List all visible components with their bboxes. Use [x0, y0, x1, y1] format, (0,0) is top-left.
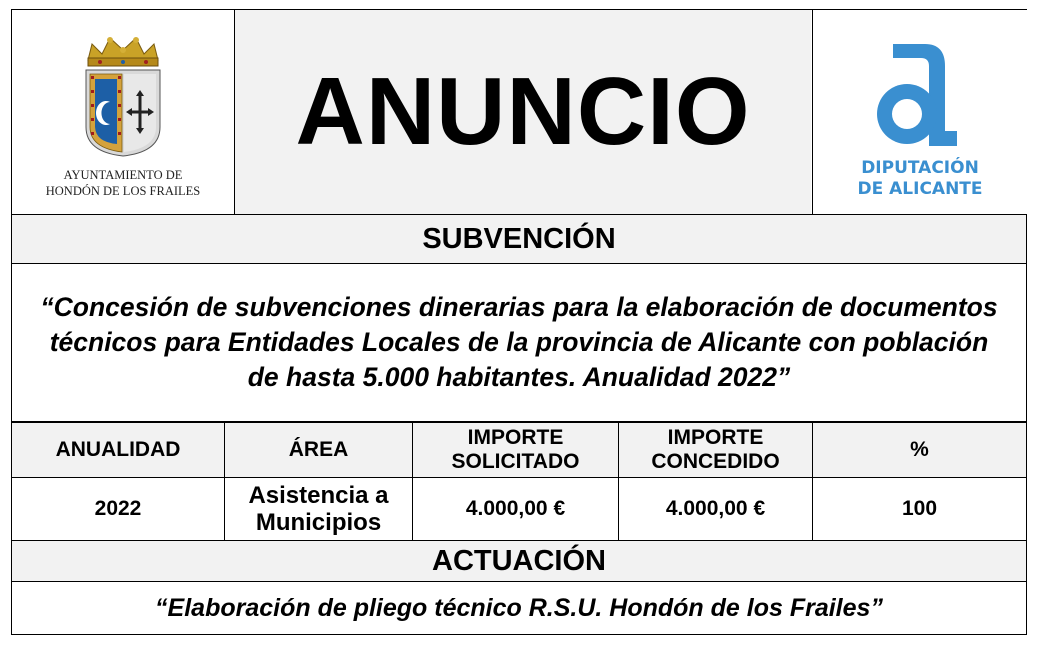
page-title: ANUNCIO [295, 58, 751, 165]
title-block [235, 10, 811, 214]
subvencion-heading: SUBVENCIÓN [12, 215, 1026, 264]
diputacion-block [812, 10, 1027, 214]
subvencion-description-block [12, 264, 1026, 422]
diputacion-name-line1: DIPUTACIÓN [861, 158, 979, 178]
importe-solicitado-label-line2: SOLICITADO [451, 450, 580, 473]
table-row [12, 478, 1026, 541]
importe-concedido-label-line1: IMPORTE [667, 426, 764, 449]
area-line1: Asistencia a [248, 482, 389, 509]
actuacion-description: “Elaboración de pliego técnico R.S.U. Hondón de los Frailes” [155, 593, 883, 622]
cell-importe-concedido: 4.000,00 € [619, 478, 813, 541]
importe-solicitado-label-line1: IMPORTE [467, 426, 564, 449]
area-line2: Municipios [255, 509, 382, 536]
cell-porcentaje: 100 [813, 478, 1027, 541]
ayuntamiento-coat-of-arms-icon [78, 32, 168, 157]
ayuntamiento-block [12, 10, 235, 214]
column-header-importe-solicitado [413, 423, 619, 478]
diputacion-logo-icon [863, 36, 973, 151]
column-header-area: ÁREA [225, 423, 413, 478]
column-header-importe-concedido [619, 423, 813, 478]
table-header-row [12, 423, 1026, 478]
cell-area [225, 478, 413, 541]
importe-concedido-label-line2: CONCEDIDO [651, 450, 780, 473]
cell-anualidad: 2022 [12, 478, 225, 541]
column-header-porcentaje: % [813, 423, 1027, 478]
header [12, 10, 1026, 215]
announcement-sheet [11, 9, 1027, 635]
diputacion-name-line2: DE ALICANTE [857, 179, 983, 199]
subvencion-table [12, 422, 1026, 541]
cell-importe-solicitado: 4.000,00 € [413, 478, 619, 541]
actuacion-heading: ACTUACIÓN [12, 541, 1026, 582]
subvencion-description: “Concesión de subvenciones dinerarias para la elaboración de documentos técnicos para Entidades Locales de la provincia de Alicante con población de hasta 5.000 habitantes. Anualidad 2022” [40, 292, 998, 392]
ayuntamiento-name-line2: HONDÓN DE LOS FRAILES [45, 184, 201, 198]
ayuntamiento-name-line1: AYUNTAMIENTO DE [63, 168, 183, 182]
column-header-anualidad: ANUALIDAD [12, 423, 225, 478]
